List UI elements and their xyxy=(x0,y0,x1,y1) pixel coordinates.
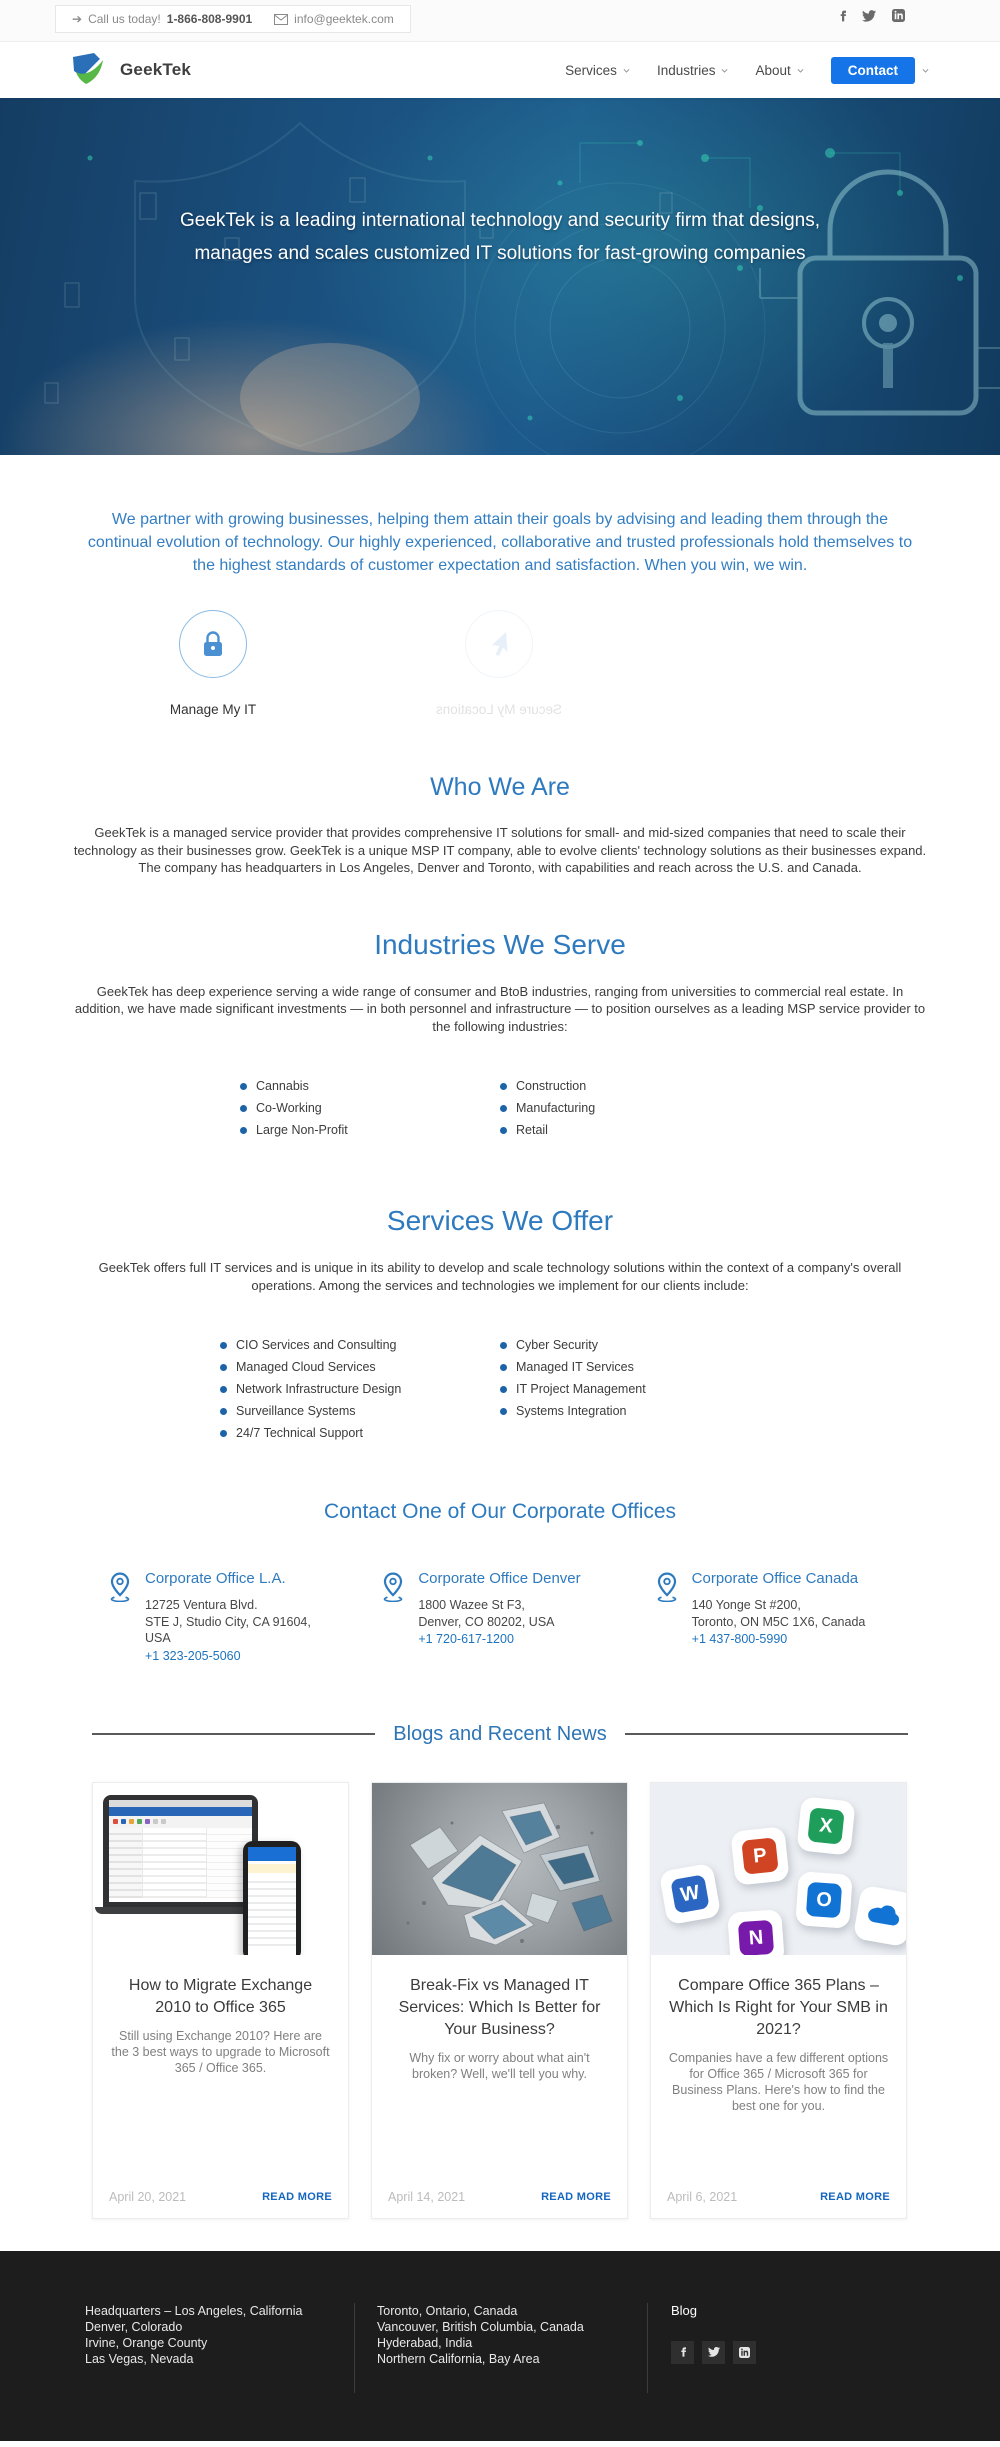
list-item: Retail xyxy=(500,1119,760,1141)
office-address-line: 1800 Wazee St F3, xyxy=(418,1598,525,1612)
feature-manage-my-it[interactable] xyxy=(70,610,356,717)
nav-menu xyxy=(565,57,930,84)
nav-item-about[interactable]: About xyxy=(755,63,804,78)
blog-image-office-apps xyxy=(651,1783,906,1955)
footer-location: Hyderabad, India xyxy=(377,2335,473,2350)
blog-date: April 14, 2021 xyxy=(388,2189,466,2204)
office-address-line: 140 Yonge St #200, xyxy=(691,1598,801,1612)
word-icon: W xyxy=(659,1862,722,1925)
office-canada xyxy=(637,1570,910,1665)
read-more-link[interactable]: READ MORE xyxy=(820,2190,890,2203)
list-item: Large Non-Profit xyxy=(240,1119,500,1141)
contact-info-box xyxy=(55,5,411,33)
arrow-right-icon: ➔ xyxy=(72,12,83,26)
industries-col-2 xyxy=(500,1075,760,1141)
industries-col-1 xyxy=(240,1075,500,1141)
list-item: Construction xyxy=(500,1075,760,1097)
blog-card-breakfix[interactable] xyxy=(371,1782,628,2219)
bullet-dot-icon xyxy=(240,1127,247,1134)
office-title: Corporate Office Canada xyxy=(691,1570,859,1587)
footer-location: Denver, Colorado xyxy=(85,2319,183,2334)
powerpoint-icon: P xyxy=(730,1826,789,1885)
office-denver xyxy=(363,1570,636,1665)
cursor-icon xyxy=(488,631,510,657)
onedrive-icon xyxy=(853,1884,906,1947)
footer-blog-column xyxy=(647,2303,915,2393)
office-title: Corporate Office Denver xyxy=(418,1570,581,1587)
blog-heading-row xyxy=(92,1723,908,1746)
bullet-dot-icon xyxy=(500,1342,507,1349)
list-item: Systems Integration xyxy=(500,1400,780,1422)
blog-image-broken-plate xyxy=(372,1783,627,1955)
lock-icon xyxy=(202,631,224,658)
onenote-icon: N xyxy=(727,1909,785,1955)
services-list xyxy=(220,1334,780,1444)
bullet-dot-icon xyxy=(500,1127,507,1134)
bullet-dot-icon xyxy=(220,1386,227,1393)
office-address-line: 12725 Ventura Blvd. xyxy=(145,1598,258,1612)
bullet-dot-icon xyxy=(240,1105,247,1112)
offices-row xyxy=(90,1570,910,1665)
linkedin-icon[interactable] xyxy=(892,9,905,28)
list-item: Managed IT Services xyxy=(500,1356,780,1378)
feature-label: Manage My IT xyxy=(169,702,257,717)
outlook-icon: O xyxy=(795,1871,853,1929)
contact-button[interactable]: Contact xyxy=(831,57,915,84)
nav-item-industries[interactable]: Industries xyxy=(657,63,730,78)
main-nav xyxy=(0,42,1000,98)
blog-cards xyxy=(92,1782,908,2219)
footer-location: Northern California, Bay Area xyxy=(377,2351,540,2366)
blog-card-office365[interactable] xyxy=(650,1782,907,2219)
email-item xyxy=(274,12,394,26)
twitter-icon[interactable] xyxy=(702,2341,725,2364)
services-heading: Services We Offer xyxy=(386,1205,614,1236)
read-more-link[interactable]: READ MORE xyxy=(262,2190,332,2203)
blog-title[interactable]: How to Migrate Exchange 2010 to Office 365 xyxy=(128,1976,313,2016)
office-address-line: STE J, Studio City, CA 91604, xyxy=(145,1614,311,1629)
list-item: Surveillance Systems xyxy=(220,1400,500,1422)
hero-banner xyxy=(0,98,1000,455)
office-title: Corporate Office L.A. xyxy=(145,1570,286,1587)
phone-number[interactable]: 1-866-808-9901 xyxy=(166,12,253,26)
bullet-dot-icon xyxy=(500,1083,507,1090)
topbar-social xyxy=(838,9,945,28)
phone-item xyxy=(72,12,252,26)
office-address-line: USA xyxy=(145,1631,171,1645)
brand-name: GeekTek xyxy=(120,60,192,79)
industries-list xyxy=(240,1075,760,1141)
bullet-dot-icon xyxy=(500,1408,507,1415)
footer-blog-link[interactable]: Blog xyxy=(671,2302,698,2318)
facebook-icon[interactable] xyxy=(838,9,846,28)
feature-secure-my-locations[interactable] xyxy=(356,610,642,717)
footer-location: Toronto, Ontario, Canada xyxy=(377,2303,518,2318)
footer-location: Irvine, Orange County xyxy=(85,2335,208,2350)
list-item: Manufacturing xyxy=(500,1097,760,1119)
office-phone-link[interactable]: +1 323-205-5060 xyxy=(145,1648,241,1663)
blog-image-exchange-outlook xyxy=(93,1783,348,1955)
bullet-dot-icon xyxy=(220,1408,227,1415)
blog-card-exchange[interactable] xyxy=(92,1782,349,2219)
feature-placeholder xyxy=(642,610,928,717)
footer-social xyxy=(671,2341,915,2364)
list-item: Network Infrastructure Design xyxy=(220,1378,500,1400)
footer xyxy=(0,2251,1000,2441)
intro-paragraph: We partner with growing businesses, helping them attain their goals by advising and leading them through the continual evolution of technology. Our highly experienced, collaborative and trusted professionals hold themselves to the highest standards of customer expectation and satisfaction. When you win, we win. xyxy=(87,511,913,574)
read-more-link[interactable]: READ MORE xyxy=(541,2190,611,2203)
envelope-icon xyxy=(274,14,288,25)
map-pin-icon xyxy=(381,1572,405,1602)
feature-links xyxy=(70,610,930,717)
list-item: CIO Services and Consulting xyxy=(220,1334,500,1356)
blog-date: April 20, 2021 xyxy=(109,2189,187,2204)
nav-item-services[interactable]: Services xyxy=(565,63,631,78)
linkedin-icon[interactable] xyxy=(733,2341,756,2364)
bullet-dot-icon xyxy=(240,1083,247,1090)
chevron-down-icon xyxy=(921,66,930,75)
services-col-2 xyxy=(500,1334,780,1444)
office-address-line: Denver, CO 80202, USA xyxy=(418,1614,555,1629)
blog-excerpt: Why fix or worry about what ain't broken? Well, we'll tell you why. xyxy=(409,2050,590,2081)
call-label: Call us today! xyxy=(88,12,161,26)
list-item: Cyber Security xyxy=(500,1334,780,1356)
services-col-1 xyxy=(220,1334,500,1444)
chevron-down-icon xyxy=(796,66,805,75)
blog-excerpt: Still using Exchange 2010? Here are the 3 best ways to upgrade to Microsoft 365 / Office 365. xyxy=(111,2028,330,2075)
blog-title[interactable]: Compare Office 365 Plans – Which Is Right for Your SMB in 2021? xyxy=(669,1976,888,2038)
services-body: GeekTek offers full IT services and is unique in its ability to develop and scale technology solutions within the context of a company's overall operations. Among the services and technologies we implement for our clients include: xyxy=(98,1260,902,1293)
office-la xyxy=(90,1570,363,1665)
blog-date: April 6, 2021 xyxy=(667,2189,738,2204)
list-item: Managed Cloud Services xyxy=(220,1356,500,1378)
footer-location: Las Vegas, Nevada xyxy=(85,2351,194,2366)
who-we-are-body: GeekTek is a managed service provider that provides comprehensive IT solutions for small- and mid-sized companies that need to scale their technology as their businesses grow. GeekTek is a unique MSP IT company, able to evolve clients' technology solutions as their businesses expand. The company has headquarters in Los Angeles, Denver and Toronto, with capabilities and reach across the U.S. and Canada. xyxy=(73,825,927,875)
footer-location: Vancouver, British Columbia, Canada xyxy=(377,2319,584,2334)
bullet-dot-icon xyxy=(220,1430,227,1437)
excel-icon: X xyxy=(796,1796,855,1855)
bullet-dot-icon xyxy=(500,1386,507,1393)
offices-heading: Contact One of Our Corporate Offices xyxy=(323,1500,677,1523)
bullet-dot-icon xyxy=(220,1364,227,1371)
list-item: IT Project Management xyxy=(500,1378,780,1400)
geektek-logo-icon xyxy=(70,51,112,89)
blog-heading: Blogs and Recent News xyxy=(393,1722,607,1745)
list-item: Cannabis xyxy=(240,1075,500,1097)
office-address-line: Toronto, ON M5C 1X6, Canada xyxy=(691,1614,866,1629)
industries-heading: Industries We Serve xyxy=(374,928,626,960)
email-link[interactable]: info@geektek.com xyxy=(294,12,394,26)
map-pin-icon xyxy=(655,1572,679,1602)
blog-excerpt: Companies have a few different options for Office 365 / Microsoft 365 for Business Plans. Here's how to find the best one for you. xyxy=(668,2050,889,2113)
bullet-dot-icon xyxy=(500,1364,507,1371)
hero-heading: GeekTek is a leading international technology and security firm that designs, manages and scales customized IT solutions for fast-growing companies xyxy=(179,210,821,264)
footer-locations-us xyxy=(85,2303,354,2393)
brand-logo[interactable] xyxy=(70,51,191,89)
topbar xyxy=(0,0,1000,42)
chevron-down-icon xyxy=(720,66,729,75)
list-item: 24/7 Technical Support xyxy=(220,1422,500,1444)
industries-body: GeekTek has deep experience serving a wide range of consumer and BtoB industries, ranging from universities to commercial real estate. In addition, we have made significant investments — in both personnel and infrastructure — to position ourselves as a leading MSP service provider to the following industries: xyxy=(74,983,926,1034)
map-pin-icon xyxy=(108,1572,132,1602)
divider-line xyxy=(625,1733,908,1735)
divider-line xyxy=(92,1733,375,1735)
list-item: Co-Working xyxy=(240,1097,500,1119)
bullet-dot-icon xyxy=(220,1342,227,1349)
office-phone-link[interactable]: +1 720-617-1200 xyxy=(418,1632,514,1646)
feature-label: Secure My Locations xyxy=(435,702,563,717)
twitter-icon[interactable] xyxy=(862,9,876,28)
facebook-icon[interactable] xyxy=(671,2341,694,2364)
who-we-are-heading: Who We Are xyxy=(430,773,570,801)
footer-location: Headquarters – Los Angeles, California xyxy=(85,2303,303,2318)
office-phone-link[interactable]: +1 437-800-5990 xyxy=(691,1632,788,1646)
bullet-dot-icon xyxy=(500,1105,507,1112)
chevron-down-icon xyxy=(622,66,631,75)
blog-title[interactable]: Break-Fix vs Managed IT Services: Which Is Better for Your Business? xyxy=(398,1976,601,2038)
footer-locations-intl xyxy=(354,2303,647,2393)
